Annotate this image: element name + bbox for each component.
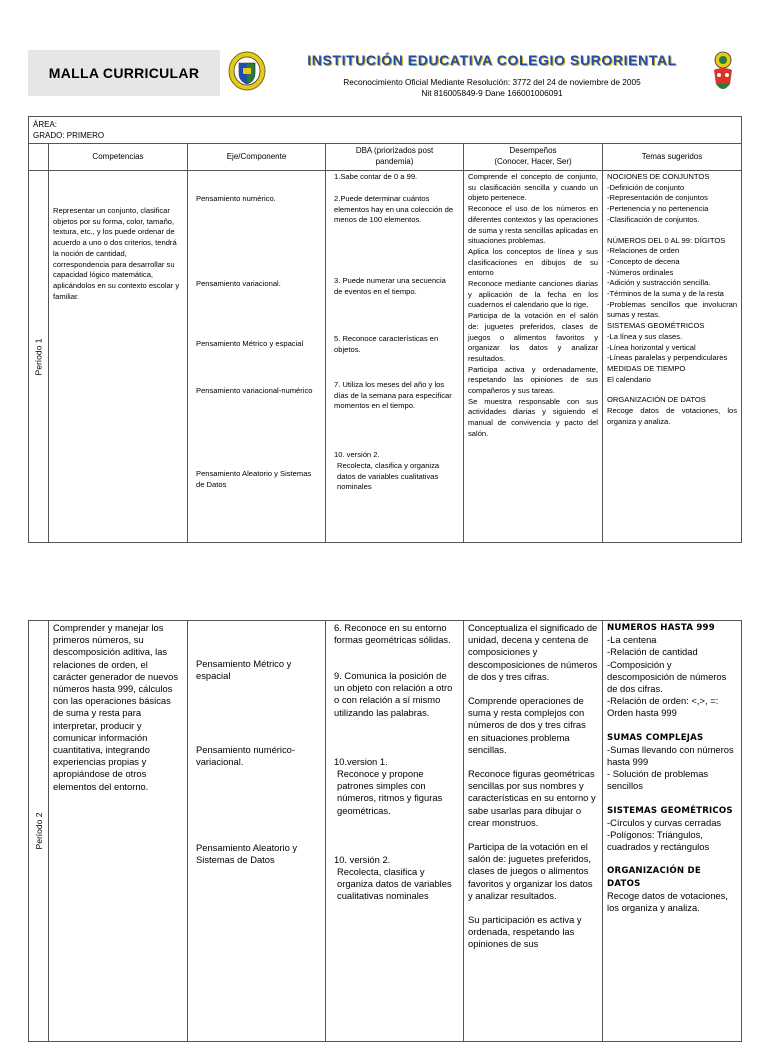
desempeno-item: Se muestra responsable con sus actividades diarias y siguiendo el manual de convivencia y pacto del salón.: [468, 396, 598, 438]
desempeno-item: Conceptualiza el significado de unidad, decena y centena de composiciones y descomposiciones de números de dos y tres cifras.: [468, 622, 598, 682]
corner-cell: [29, 144, 49, 171]
desempeno-spacer: [468, 829, 598, 841]
dba-item: 2.Puede determinar cuántos elementos hay en una colección de menos de 100 elementos.: [334, 194, 454, 225]
tema-item: -La centena: [607, 634, 657, 646]
dba-item: Recolecta, clasifica y organiza datos de variables cualitativas nominales: [337, 461, 440, 492]
tema-item: -Concepto de decena: [607, 256, 680, 266]
desempeno-item: Aplica los conceptos de línea y sus clasificaciones en dibujos de su entorno: [468, 246, 598, 278]
school-shield-logo: [228, 51, 266, 91]
tema-item: -Problemas sencillos que involucran sumas y restas.: [607, 299, 738, 320]
eje-item: Pensamiento Métrico y espacial: [196, 658, 292, 682]
header-dba-line1: DBA (priorizados post: [355, 146, 434, 156]
institution-header: [222, 48, 742, 98]
tema-item: Recoge datos de votaciones, los organiza y analiza.: [607, 406, 738, 426]
desempeno-spacer: [468, 756, 598, 768]
header-eje: Eje/Componente: [188, 144, 326, 171]
desempeno-item: Participa de la votación en el salón de: juguetes preferidos, clases de juegos o alimentos favoritos y organizar los datos y analizar resultados.: [468, 841, 593, 901]
eje-cell: [188, 171, 326, 543]
tema-item: -Clasificación de conjuntos.: [607, 214, 700, 224]
tema-item: -Números ordinales: [607, 267, 674, 277]
tema-spacer: [607, 793, 737, 805]
curriculum-table-period-2: [28, 620, 742, 1042]
eje-item: Pensamiento numérico.: [196, 194, 276, 203]
dba-item: 10. versión 2.: [334, 450, 380, 459]
tema-heading: NUMEROS HASTA 999: [607, 623, 715, 633]
tema-item: -Polígonos: Triángulos, cuadrados y rectángulos: [607, 829, 710, 853]
desempenos-cell: [464, 621, 603, 1042]
dba-cell: [326, 171, 464, 543]
tema-item: MEDIDAS DE TIEMPO: [607, 363, 686, 373]
tema-item: -Pertenencia y no pertenencia: [607, 204, 709, 214]
mascot-logo: [708, 50, 738, 94]
tema-heading: SISTEMAS GEOMÉTRICOS: [607, 805, 733, 816]
period-label: Período 1: [33, 338, 44, 375]
tema-item: NÚMEROS DEL 0 AL 99: DÍGITOS: [607, 235, 726, 245]
dba-item: 6. Reconoce en su entorno formas geométricas sólidas.: [334, 622, 451, 646]
document-title: MALLA CURRICULAR: [48, 65, 200, 81]
eje-item: Pensamiento variacional-numérico: [196, 386, 313, 395]
header-desempenos-line2: (Conocer, Hacer, Ser): [494, 157, 572, 166]
tema-item: -Círculos y curvas cerradas: [607, 816, 722, 828]
temas-cell: [603, 621, 742, 1042]
eje-cell: [188, 621, 326, 1042]
desempeno-item: Participa de la votación en el salón de: juguetes preferidos, clases de juegos o alimentos favoritos y organizar los datos y analizar resultados.: [468, 311, 598, 363]
tema-item: -Adición y sustracción sencilla.: [607, 278, 711, 288]
header-competencias: Competencias: [49, 144, 188, 171]
tema-item: -Representación de conjuntos: [607, 193, 708, 203]
desempeno-item: Comprende operaciones de suma y resta complejos con números de dos y tres cifras en situaciones problema sencillas.: [468, 695, 586, 755]
tema-item: -La línea y sus clases.: [607, 331, 683, 341]
header-dba-line2: pandemia): [375, 157, 414, 166]
desempenos-cell: [464, 171, 603, 543]
area-label: ÁREA:: [33, 120, 58, 129]
competencia-text: Representar un conjunto, clasificar objetos por su forma, color, tamaño, textura, etc., y los puede ordenar de acuerdo a uno o dos criterios, tendrá la noción de cantidad, correspondencia para desarrollar su capacidad lógico matemática, aplicándolos en su contexto escolar y familiar.: [53, 206, 180, 301]
tema-item: -Sumas llevando con números hasta 999: [607, 743, 734, 768]
dba-item: 7. Utiliza los meses del año y los días de la semana para especificar momentos en el tiempo.: [334, 380, 452, 411]
desempeno-spacer: [468, 683, 598, 695]
institution-name: INSTITUCIÓN EDUCATIVA COLEGIO SURORIENTAL: [307, 52, 677, 68]
resolution-text: Reconocimiento Oficial Mediante Resolución: 3772 del 24 de noviembre de 2005: [343, 77, 641, 87]
tema-item: -Relación de orden: <,>, =: Orden hasta 999: [607, 695, 719, 719]
tema-item: -Composición y descomposición de números de dos cifras.: [607, 658, 727, 695]
tema-item: SISTEMAS GEOMÉTRICOS: [607, 321, 705, 331]
grade-label: GRADO: PRIMERO: [33, 131, 105, 140]
tema-item: -Línea horizontal y vertical: [607, 342, 696, 352]
tema-heading: ORGANIZACIÓN DE DATOS: [607, 866, 701, 889]
eje-item: Pensamiento numérico-variacional.: [196, 744, 296, 768]
tema-item: - Solución de problemas sencillos: [607, 768, 709, 792]
eje-item: Pensamiento Métrico y espacial: [196, 339, 304, 348]
nit-dane-text: Nit 816005849-9 Dane 166001006091: [421, 88, 563, 98]
tema-item: -Líneas paralelas y perpendiculares: [607, 353, 728, 363]
eje-item: Pensamiento Aleatorio y Sistemas de Datos: [196, 842, 298, 866]
desempeno-item: Reconoce mediante canciones diarias y aplicación de la fecha en los cuadernos el calendario que lo rige.: [468, 279, 598, 310]
tema-item: -Definición de conjunto: [607, 182, 685, 192]
dba-item: 3. Puede numerar una secuencia de eventos en el tiempo.: [334, 276, 446, 296]
header-temas: Temas sugeridos: [603, 144, 742, 171]
dba-cell: [326, 621, 464, 1042]
curriculum-table-period-1: [28, 116, 742, 543]
period-label-cell: [29, 171, 49, 543]
dba-item: Reconoce y propone patrones simples con números, ritmos y figuras geométricas.: [337, 768, 443, 816]
header-desempenos-line1: Desempeños: [509, 146, 557, 156]
tema-item: NOCIONES DE CONJUNTOS: [607, 172, 710, 181]
tema-item: Recoge datos de votaciones, los organiza y analiza.: [607, 889, 728, 914]
tema-spacer: [607, 226, 737, 236]
competencia-cell: [49, 621, 188, 1042]
desempeno-item: Comprende el concepto de conjunto, su clasificación sencilla y cuando un objeto pertenece.: [468, 172, 598, 203]
temas-cell: [603, 171, 742, 543]
competencia-cell: [49, 171, 188, 543]
dba-item: 1.Sabe contar de 0 a 99.: [334, 172, 418, 181]
desempeno-item: Reconoce el uso de los números en diferentes contextos y las operaciones de suma y resta sencillas aplicadas en situaciones problemas.: [468, 204, 599, 246]
eje-item: Pensamiento variacional.: [196, 279, 281, 288]
header-desempenos: [464, 144, 603, 171]
tema-spacer: [607, 720, 737, 732]
desempeno-item: Reconoce figuras geométricas sencillas por sus nombres y características en su entorno y sabe usarlas para dibujar o crear monstruos.: [468, 768, 596, 828]
document-title-box: [28, 50, 220, 96]
desempeno-spacer: [468, 902, 598, 914]
tema-item: -Relación de cantidad: [607, 646, 698, 658]
period-label-cell: [29, 621, 49, 1042]
dba-item: Recolecta, clasifica y organiza datos de variables cualitativas nominales: [337, 866, 452, 902]
tema-spacer: [607, 853, 737, 865]
tema-spacer: [607, 385, 737, 395]
tema-item: El calendario: [607, 374, 651, 384]
tema-item: -Relaciones de orden: [607, 246, 680, 256]
desempeno-item: Participa activa y ordenadamente, respetando las opiniones de sus compañeros y sus tareas.: [468, 364, 598, 396]
tema-heading: SUMAS COMPLEJAS: [607, 732, 704, 743]
dba-item: 5. Reconoce características en objetos.: [334, 334, 439, 354]
area-grade-cell: [29, 117, 742, 144]
dba-item: 10.version 1.: [334, 756, 388, 767]
competencia-text: Comprender y manejar los primeros números, su descomposición aditiva, las relaciones de orden, el carácter generador de nuevos números hasta 999, cálculos con las operaciones básicas de suma y resta para interpretar, producir y comunicar información cuantitativa, integrando experiencias propias y apropiándose de otros elementos del entorno.: [53, 622, 179, 792]
tema-item: ORGANIZACIÓN DE DATOS: [607, 395, 706, 405]
dba-item: 9. Comunica la posición de un objeto con relación a otro o con relación a sí mismo utilizando las palabras.: [334, 670, 453, 718]
eje-item: Pensamiento Aleatorio y Sistemas de Datos: [196, 469, 312, 489]
tema-item: -Términos de la suma y de la resta: [607, 289, 724, 299]
desempeno-item: Su participación es activa y ordenada, respetando las opiniones de sus: [468, 914, 582, 950]
dba-item: 10. versión 2.: [334, 854, 391, 865]
period-label: Período 2: [33, 812, 44, 850]
header-dba: [326, 144, 464, 171]
